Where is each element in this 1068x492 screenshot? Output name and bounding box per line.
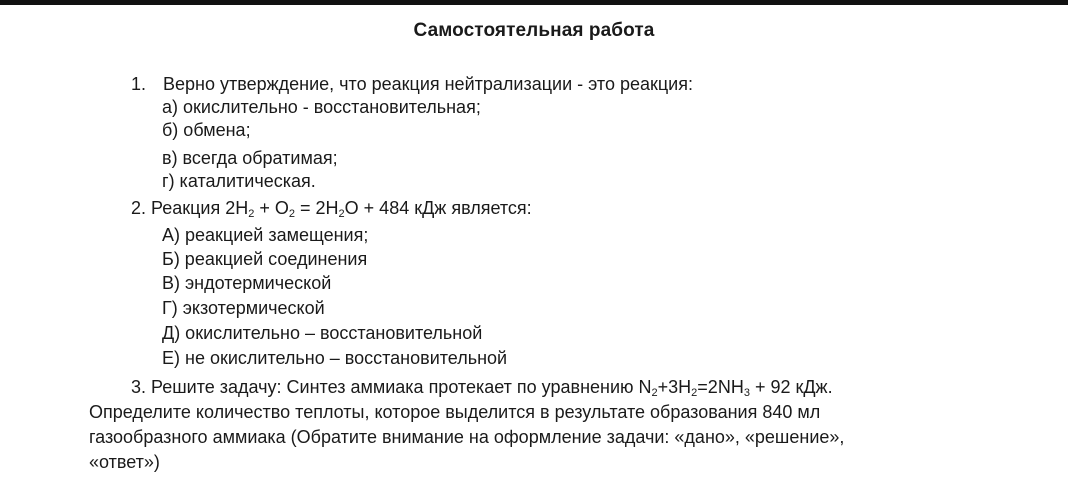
q2-sub-1: 2 [248, 208, 255, 220]
q3-sub-2: 2 [691, 387, 698, 399]
q3-sub-3: 3 [743, 387, 750, 399]
q2-text-prefix: 2. Реакция 2H [131, 198, 249, 218]
q3-text-suffix: + 92 кДж. [749, 377, 833, 397]
q3-text-part2: +3H [657, 377, 692, 397]
question-2-option-b: Б) реакцией соединения [162, 249, 368, 269]
document-title: Самостоятельная работа [413, 20, 655, 41]
question-1-option-b: б) обмена; [162, 120, 251, 140]
question-3-line-2: газообразного аммиака (Обратите внимание на оформление задачи: «дано», «решение», [89, 427, 845, 447]
question-2-text [131, 197, 532, 219]
q2-text-suffix: O + 484 кДж является: [344, 198, 532, 218]
q3-sub-1: 2 [651, 387, 658, 399]
question-2-option-v: В) эндотермической [162, 273, 332, 293]
q2-text-part2: + O [254, 198, 289, 218]
top-border [0, 0, 1068, 5]
question-2-option-a: А) реакцией замещения; [162, 225, 369, 245]
question-2-option-e: Е) не окислительно – восстановительной [162, 348, 508, 368]
question-1-option-a: а) окислительно - восстановительная; [162, 97, 481, 117]
question-2-option-g: Г) экзотермической [162, 298, 325, 318]
question-1-option-v: в) всегда обратимая; [162, 148, 338, 168]
question-1-text: Верно утверждение, что реакция нейтрализации - это реакция: [163, 74, 693, 94]
q2-sub-3: 2 [338, 208, 345, 220]
q2-sub-2: 2 [288, 208, 296, 220]
q2-text-part3: = 2H [295, 198, 339, 218]
q3-text-prefix: 3. Решите задачу: Синтез аммиака протекает по уравнению N [131, 377, 652, 397]
question-3-text [131, 376, 833, 398]
q3-text-part3: =2NH [697, 377, 744, 397]
question-1-option-g: г) каталитическая. [162, 171, 316, 191]
question-2-option-d: Д) окислительно – восстановительной [162, 323, 483, 343]
question-3-line-3: «ответ») [89, 452, 160, 472]
question-3-line-1: Определите количество теплоты, которое выделится в результате образования 840 мл [89, 402, 821, 422]
question-1-number: 1. [131, 74, 147, 94]
